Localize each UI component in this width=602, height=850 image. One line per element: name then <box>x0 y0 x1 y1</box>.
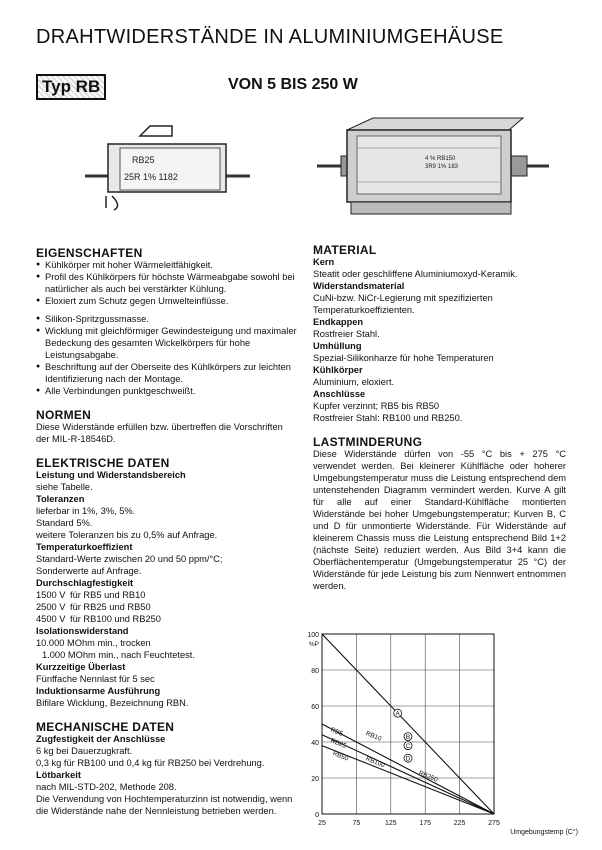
x-axis-label: Umgebungstemp (C°) <box>510 829 578 836</box>
anschluesse-line: Rostfreier Stahl: RB100 und RB250. <box>313 413 463 423</box>
kern-text: Steatit oder geschliffene Aluminiumoxyd-Keramik. <box>313 269 518 279</box>
endkappen-heading: Endkappen <box>313 317 364 327</box>
series-line-A <box>322 634 494 814</box>
isolation-line: 1.000 MOhm min., nach Feuchtetest. <box>42 650 195 660</box>
list-item: ● Alle Verbindungen punktgeschweißt. <box>36 385 298 397</box>
y-tick-label: 60 <box>311 704 319 711</box>
y-tick-label: 80 <box>311 668 319 675</box>
ueberlast-heading: Kurzzeitige Überlast <box>36 662 126 672</box>
right-column <box>313 244 566 592</box>
endkappen-text: Rostfreier Stahl. <box>313 329 380 339</box>
x-tick-label: 125 <box>384 820 397 827</box>
zugfestigkeit-line: 6 kg bei Dauerzugkraft. <box>36 746 133 756</box>
temperaturkoeffizient-heading: Temperaturkoeffizient <box>36 542 133 552</box>
y-axis-label: %P <box>308 641 319 648</box>
durchschlag-row: 1500 V für RB5 und RB10 <box>36 590 146 600</box>
loetbarkeit-heading: Lötbarkeit <box>36 770 81 780</box>
x-tick-label: 225 <box>453 820 466 827</box>
series-annotation: RB25 <box>329 737 348 750</box>
durchschlag-row: 4500 V für RB100 und RB250 <box>36 614 161 624</box>
derating-chart <box>296 624 592 842</box>
kern-heading: Kern <box>313 257 335 267</box>
durchschlag-row: 2500 V für RB25 und RB50 <box>36 602 151 612</box>
umhuellung-text: Spezial-Silikonharze für hohe Temperaturen <box>313 353 494 363</box>
curve-label: B <box>405 734 411 741</box>
y-tick-label: 20 <box>311 776 319 783</box>
elektrische-heading: ELEKTRISCHE DATEN <box>36 456 170 470</box>
toleranzen-line: lieferbar in 1%, 3%, 5%. <box>36 506 136 516</box>
toleranzen-line: weitere Toleranzen bis zu 0,5% auf Anfrage. <box>36 530 218 540</box>
lastminderung-heading: LASTMINDERUNG <box>313 435 423 449</box>
resistor-photo-small <box>80 118 255 218</box>
list-item: ● Eloxiert zum Schutz gegen Umwelteinflüsse. <box>36 295 298 307</box>
mechanische-heading: MECHANISCHE DATEN <box>36 720 175 734</box>
normen-text: Diese Widerstände erfüllen bzw. übertreffen die Vorschriften der MIL-R-18546D. <box>36 422 283 444</box>
loetbarkeit-line: nach MIL-STD-202, Methode 208. <box>36 782 177 792</box>
ueberlast-text: Fünffache Nennlast für 5 sec <box>36 674 155 684</box>
zugfestigkeit-heading: Zugfestigkeit der Anschlüsse <box>36 734 166 744</box>
list-item: ● Beschriftung auf der Oberseite des Kühlkörpers zur leichten Identifizierung nach der Montage. <box>36 361 298 385</box>
normen-heading: NORMEN <box>36 408 92 422</box>
y-tick-label: 0 <box>315 812 319 819</box>
page-subtitle: VON 5 BIS 250 W <box>228 76 358 93</box>
y-tick-label: 40 <box>311 740 319 747</box>
kuehlkoerper-text: Aluminium, eloxiert. <box>313 377 395 387</box>
page-title: DRAHTWIDERSTÄNDE IN ALUMINIUMGEHÄUSE <box>36 26 504 48</box>
lastminderung-text: Diese Widerstände dürfen von -55 °C bis + 275 °C verwendet werden. Bei kleinerer Kühlfläche oder hoherer Umgebungstemperatur muss die Leistung entsprechend dem untenstehenden Diagramm vermindert werden. Kurve A gilt für alle auf einer Standard-Kühlfläche montierten Widerstände bei hoher Umgebungstemperatur; Kurven B, C und D für unmontierte Widerstände. Für Widerstände auf kleinerem Chassis muss die Leistung entsprechend Bild 1+2 (nächste Seite) reduziert werden. Aus Bild 3+4 kann die Oberflächentemperatur (Umgebungstemperatur 25 °C) der Widerstände für jede Leistung bis zum Nennwert entnommen werden. <box>313 449 566 591</box>
resistor-photo-large <box>313 108 553 220</box>
curve-label: D <box>405 755 411 763</box>
photo2-line1: 4 % RB150 <box>425 156 456 162</box>
kuehlkoerper-heading: Kühlkörper <box>313 365 363 375</box>
toleranzen-heading: Toleranzen <box>36 494 85 504</box>
material-heading: MATERIAL <box>313 243 377 257</box>
eigenschaften-heading: EIGENSCHAFTEN <box>36 246 143 260</box>
temperaturkoeffizient-line: Sonderwerte auf Anfrage. <box>36 566 142 576</box>
temperaturkoeffizient-line: Standard-Werte zwischen 20 und 50 ppm/°C; <box>36 554 223 564</box>
curve-label: A <box>395 710 400 718</box>
eigenschaften-list-2 <box>36 313 298 397</box>
toleranzen-line: Standard 5%. <box>36 518 93 528</box>
series-annotation: RB100 <box>364 755 386 770</box>
series-annotation: RB250 <box>417 769 439 784</box>
curve-label: C <box>405 743 411 750</box>
induktionsarm-text: Bifilare Wicklung, Bezeichnung RBN. <box>36 698 189 708</box>
widerstandsmaterial-heading: Widerstandsmaterial <box>313 281 405 291</box>
photo1-line2: 25R 1% 1182 <box>124 172 178 182</box>
x-tick-label: 75 <box>352 820 361 827</box>
leistung-heading: Leistung und Widerstandsbereich <box>36 470 186 480</box>
widerstandsmaterial-text: CuNi-bzw. NiCr-Legierung mit spezifizierten Temperaturkoeffizienten. <box>313 293 493 315</box>
umhuellung-heading: Umhüllung <box>313 341 362 351</box>
isolation-line: 10.000 MOhm min., trocken <box>36 638 151 648</box>
eigenschaften-list-1 <box>36 259 298 307</box>
durchschlag-heading: Durchschlagfestigkeit <box>36 578 134 588</box>
type-badge: Typ RB <box>36 74 106 100</box>
left-column <box>36 247 298 817</box>
anschluesse-line: Kupfer verzinnt; RB5 bis RB50 <box>313 401 440 411</box>
series-annotation: RB5 <box>329 726 344 738</box>
leistung-text: siehe Tabelle. <box>36 482 93 492</box>
x-tick-label: 25 <box>318 820 326 827</box>
series-annotation: RB10 <box>364 730 383 743</box>
list-item: ● Wicklung mit gleichförmiger Gewindesteigung und maximaler Bedeckung des gesamten Wickelkörpers für hohe Leistungsabgabe. <box>36 325 298 361</box>
loetbarkeit-line: Die Verwendung von Hochtemperaturzinn ist notwendig, wenn die Widerstände nahe der Nennleistung betrieben werden. <box>36 794 293 816</box>
isolation-heading: Isolationswiderstand <box>36 626 129 636</box>
photo1-line1: RB25 <box>132 155 155 165</box>
series-annotation: RB50 <box>331 749 350 763</box>
zugfestigkeit-line: 0,3 kg für RB100 und 0,4 kg für RB250 bei Verdrehung. <box>36 758 265 768</box>
photo2-line2: 3R9 1% 183 <box>425 164 459 170</box>
y-tick-label: 100 <box>307 632 319 639</box>
x-tick-label: 175 <box>419 820 432 827</box>
list-item: ● Kühlkörper mit hoher Wärmeleitfähigkeit. <box>36 259 298 271</box>
list-item: ● Profil des Kühlkörpers für höchste Wärmeabgabe sowohl bei natürlicher als auch bei verstärkter Kühlung. <box>36 271 298 295</box>
induktionsarm-heading: Induktionsarme Ausführung <box>36 686 161 696</box>
x-tick-label: 275 <box>488 820 500 827</box>
list-item: ● Silikon-Spritzgussmasse. <box>36 313 298 325</box>
anschluesse-heading: Anschlüsse <box>313 389 366 399</box>
